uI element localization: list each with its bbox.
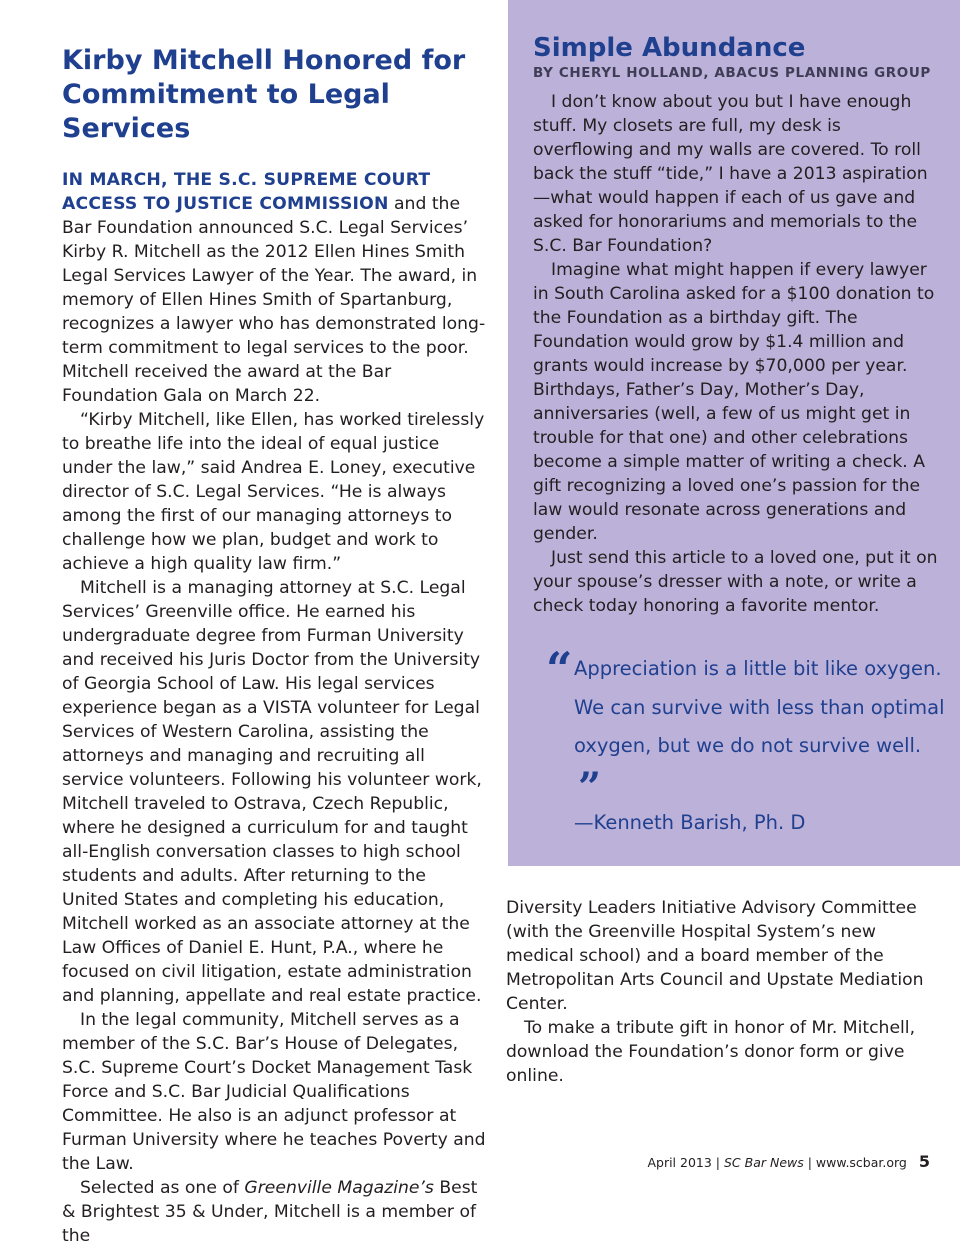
footer-magazine: SC Bar News [723,1155,804,1170]
lead-in: IN MARCH, THE S.C. SUPREME COURT ACCESS TO JUSTICE COMMISSION [62,170,431,214]
magazine-name: Greenville Magazine’s [244,1178,434,1198]
article-paragraph-3: Mitchell is a managing attorney at S.C. Legal Services’ Greenville office. He earned his undergraduate degree from Furman University and received his Juris Doctor from the University of Georgia School of Law. His legal services experience began as a VISTA volunteer for Legal Services of Western Carolina, assisting the attorneys and managing and recruiting all service volunteers. Following his volunteer work, Mitchell traveled to Ostrava, Czech Republic, where he designed a curriculum for and taught all-English conversation classes to high school students and adults. After returning to the United States and completing his education, Mitchell worked as an associate attorney at the Law Offices of Daniel E. Hunt, P.A., where he focused on civil litigation, estate administration and planning, appellate and real estate practice. [62,578,482,1006]
article-continued [506,896,926,1088]
sidebar-paragraph-3: Just send this article to a loved one, put it on your spouse’s dresser with a note, or write a check today honoring a favorite mentor. [533,548,938,616]
article-paragraph-1 [62,168,486,408]
sidebar-paragraph-1: I don’t know about you but I have enough stuff. My closets are full, my desk is overflowing and my walls are covered. To roll back the stuff “tide,” I have a 2013 aspiration—what would happen if each of us gave and asked for honorariums and memorials to the S.C. Bar Foundation? [533,92,928,256]
quote-attribution: —Kenneth Barish, Ph. D [574,811,806,834]
page-number: 5 [918,1152,930,1171]
quote-body: Appreciation is a little bit like oxygen. We can survive with less than optimal oxygen, but we do not survive well. [574,657,945,757]
page-footer: April 2013 | SC Bar News | www.scbar.org 5 [647,1152,930,1171]
article-paragraph-5-continued: Diversity Leaders Initiative Advisory Committee (with the Greenville Hospital System’s new medical school) and a board member of the Metropolitan Arts Council and Upstate Mediation Center. [506,898,924,1014]
close-quote-mark: ” [578,763,602,811]
article-paragraph-4: In the legal community, Mitchell serves as a member of the S.C. Bar’s House of Delegates, S.C. Supreme Court’s Docket Management Task Force and S.C. Bar Judicial Qualifications Committee. He also is an adjunct professor at Furman University where he teaches Poverty and the Law. [62,1010,486,1174]
paragraph-1-text: and the Bar Foundation announced S.C. Legal Services’ Kirby R. Mitchell as the 2012 Ellen Hines Smith Legal Services Lawyer of the Year. The award, in memory of Ellen Hines Smith of Spartanburg, recognizes a lawyer who has demonstrated long-term commitment to legal services to the poor. Mitchell received the award at the Bar Foundation Gala on March 22. [62,194,486,406]
footer-date: April 2013 [647,1155,712,1170]
open-quote-mark: “ [546,642,573,696]
main-article [62,44,486,1248]
sidebar-title: Simple Abundance [533,33,806,63]
sidebar-box [508,0,960,866]
p5-after: Best & Brightest 35 & Under, Mitchell is a member of the [62,1178,478,1246]
article-paragraph-5 [62,1176,486,1248]
p5-before: Selected as one of [80,1178,239,1198]
footer-url: www.scbar.org [815,1155,907,1170]
sidebar-byline: BY CHERYL HOLLAND, ABACUS PLANNING GROUP [533,65,931,81]
quote-text [574,650,946,811]
article-paragraph-2: “Kirby Mitchell, like Ellen, has worked tirelessly to breathe life into the ideal of equal justice under the law,” said Andrea E. Loney, executive director of S.C. Legal Services. “He is always among the first of our managing attorneys to challenge how we plan, budget and work to achieve a high quality law firm.” [62,410,485,574]
article-title: Kirby Mitchell Honored for Commitment to Legal Services [62,45,466,144]
pull-quote [546,642,946,842]
article-paragraph-6: To make a tribute gift in honor of Mr. Mitchell, download the Foundation’s donor form or give online. [506,1018,916,1086]
sidebar-paragraph-2: Imagine what might happen if every lawyer in South Carolina asked for a $100 donation to the Foundation as a birthday gift. The Foundation would grow by $1.4 million and grants would increase by $70,000 per year. Birthdays, Father’s Day, Mother’s Day, anniversaries (well, a few of us might get in trouble for that one) and other celebrations become a simple matter of writing a check. A gift recognizing a loved one’s passion for the law would resonate across generations and gender. [533,260,935,544]
